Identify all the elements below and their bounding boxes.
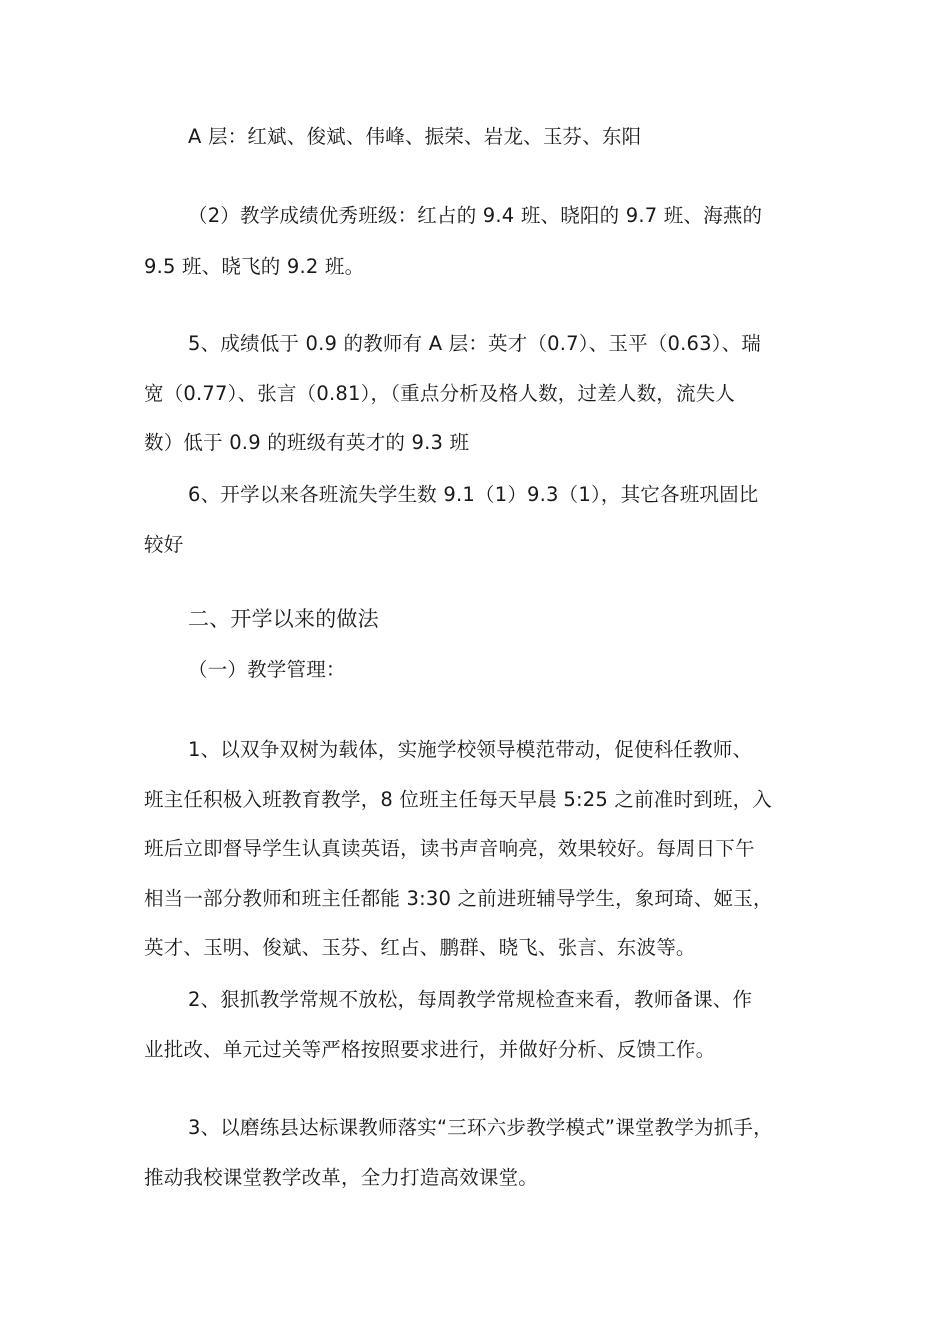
item-2-line-1: 2、狠抓教学常规不放松，每周教学常规检查来看，教师备课、作 xyxy=(188,988,753,1011)
section-heading-2: 二、开学以来的做法 xyxy=(188,607,379,631)
item-1-line-5: 英才、玉明、俊斌、玉芬、红占、鹏群、晓飞、张言、东波等。 xyxy=(144,936,696,959)
subsection-heading-teaching-management: （一）教学管理： xyxy=(188,658,346,681)
item-5-line-3: 数）低于 0.9 的班级有英才的 9.3 班 xyxy=(144,431,470,454)
item-1-line-4: 相当一部分教师和班主任都能 3:30 之前进班辅导学生，象珂琦、姬玉， xyxy=(144,887,773,910)
item-6-line-1: 6、开学以来各班流失学生数 9.1（1）9.3（1），其它各班巩固比 xyxy=(188,483,759,506)
item-3-line-2: 推动我校课堂教学改革，全力打造高效课堂。 xyxy=(144,1166,539,1189)
a-level-teachers-line: A 层：红斌、俊斌、伟峰、振荣、岩龙、玉芬、东阳 xyxy=(188,125,642,148)
item-3-line-1: 3、以磨练县达标课教师落实“三环六步教学模式”课堂教学为抓手， xyxy=(188,1116,773,1139)
item-5-line-2: 宽（0.77）、张言（0.81），（重点分析及格人数，过差人数，流失人 xyxy=(144,382,736,405)
excellent-classes-line-1: （2）教学成绩优秀班级：红占的 9.4 班、晓阳的 9.7 班、海燕的 xyxy=(188,204,763,227)
item-2-line-2: 业批改、单元过关等严格按照要求进行，并做好分析、反馈工作。 xyxy=(144,1038,716,1061)
item-5-line-1: 5、成绩低于 0.9 的教师有 A 层：英才（0.7）、玉平（0.63）、瑞 xyxy=(188,332,762,355)
item-1-line-1: 1、以双争双树为载体，实施学校领导模范带动，促使科任教师、 xyxy=(188,738,753,761)
item-1-line-3: 班后立即督导学生认真读英语，读书声音响亮，效果较好。每周日下午 xyxy=(144,837,755,860)
item-6-line-2: 较好 xyxy=(144,533,184,556)
excellent-classes-line-2: 9.5 班、晓飞的 9.2 班。 xyxy=(144,255,365,278)
item-1-line-2: 班主任积极入班教育教学，8 位班主任每天早晨 5:25 之前准时到班，入 xyxy=(144,788,772,811)
